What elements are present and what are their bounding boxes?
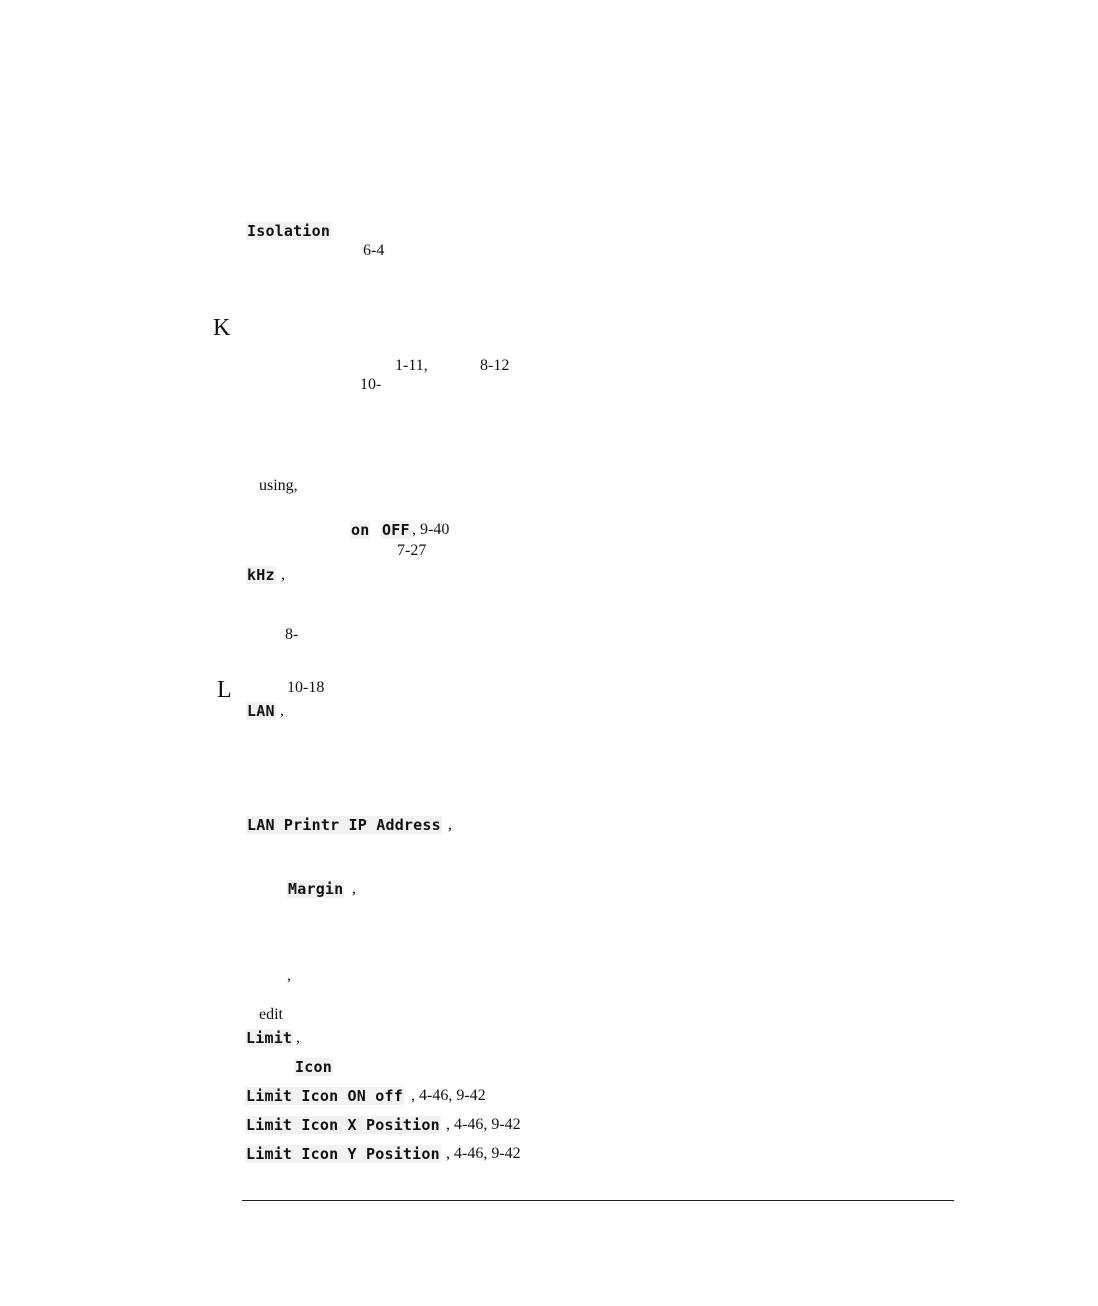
khz-comma: , (281, 566, 285, 583)
icon-softkey-fragment: Icon (295, 1058, 332, 1076)
footer-rule (242, 1200, 954, 1201)
section-letter-k: K (213, 315, 231, 341)
stray-comma: , (287, 967, 291, 984)
using-text: using, (259, 477, 298, 494)
k-page-ref-3: 10- (360, 376, 382, 393)
limit-icon-on-off-pages: , 4-46, 9-42 (411, 1087, 486, 1104)
lan-printr-ip-address-softkey: LAN Printr IP Address (247, 816, 441, 834)
lan-softkey: LAN (247, 702, 275, 720)
k-page-ref-1: 1-11, (395, 357, 428, 374)
limit-icon-y-position-pages: , 4-46, 9-42 (446, 1145, 521, 1162)
k-page-ref-2: 8-12 (480, 357, 510, 374)
limit-icon-x-position-pages: , 4-46, 9-42 (446, 1116, 521, 1133)
limit-comma: , (296, 1029, 300, 1046)
l-page-ref: 10-18 (287, 679, 325, 696)
off-softkey-fragment: OFF (382, 521, 410, 539)
on-softkey-fragment: on (351, 521, 370, 539)
margin-comma: , (352, 880, 356, 897)
page-ref-8: 8- (285, 626, 299, 643)
lan-comma: , (280, 702, 284, 719)
margin-softkey: Margin (288, 880, 344, 898)
limit-icon-x-position-softkey: Limit Icon X Position (246, 1116, 440, 1134)
section-letter-l: L (217, 677, 232, 703)
on-off-page-refs: , 9-40 (412, 521, 450, 538)
limit-icon-y-position-softkey: Limit Icon Y Position (246, 1145, 440, 1163)
limit-softkey: Limit (246, 1029, 293, 1047)
isolation-page-ref: 6-4 (363, 242, 385, 259)
limit-icon-on-off-softkey: Limit Icon ON off (246, 1087, 403, 1105)
edit-text: edit (259, 1006, 283, 1023)
lan-printr-comma: , (448, 816, 452, 833)
isolation-softkey: Isolation (247, 222, 331, 240)
page-ref-7-27: 7-27 (397, 542, 427, 559)
khz-softkey: kHz (247, 566, 275, 584)
